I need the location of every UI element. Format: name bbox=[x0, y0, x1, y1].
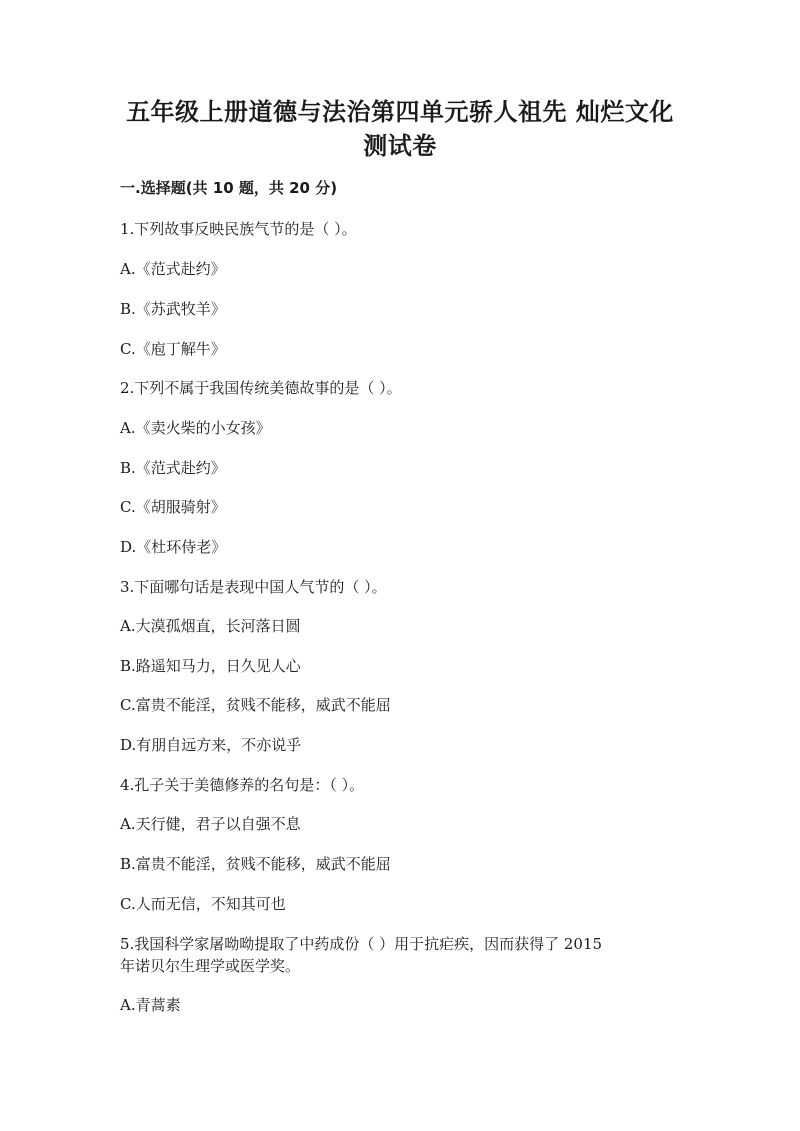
question-2-stem: 2.下列不属于我国传统美德故事的是（ ）。 bbox=[120, 379, 402, 397]
question-3-option-b: B.路遥知马力，日久见人心 bbox=[120, 657, 301, 675]
question-1-stem: 1.下列故事反映民族气节的是（ ）。 bbox=[120, 220, 357, 238]
page-title-line-2: 测试卷 bbox=[363, 131, 437, 160]
question-1-option-b: B.《苏武牧羊》 bbox=[120, 300, 226, 318]
question-3-option-c: C.富贵不能淫，贫贱不能移，威武不能屈 bbox=[120, 696, 391, 714]
question-4-option-c: C.人而无信，不知其可也 bbox=[120, 895, 286, 913]
question-2-option-c: C.《胡服骑射》 bbox=[120, 498, 226, 516]
question-3-option-d: D.有朋自远方来，不亦说乎 bbox=[120, 736, 302, 754]
question-1-option-c: C.《庖丁解牛》 bbox=[120, 340, 226, 358]
question-2-option-d: D.《杜环侍老》 bbox=[120, 538, 227, 556]
question-4-option-b: B.富贵不能淫，贫贱不能移，威武不能屈 bbox=[120, 855, 391, 873]
question-5-option-a: A.青蒿素 bbox=[120, 996, 181, 1014]
question-1-option-a: A.《范式赴约》 bbox=[120, 260, 226, 278]
question-2-option-a: A.《卖火柴的小女孩》 bbox=[120, 419, 271, 437]
question-3-option-a: A.大漠孤烟直，长河落日圆 bbox=[120, 617, 301, 635]
section-heading: 一.选择题(共 10 题，共 20 分) bbox=[120, 179, 338, 197]
question-5-stem-line-2: 年诺贝尔生理学或医学奖。 bbox=[120, 957, 301, 975]
page-title-line-1: 五年级上册道德与法治第四单元骄人祖先 灿烂文化 bbox=[126, 97, 674, 126]
question-4-stem: 4.孔子关于美德修养的名句是：（ ）。 bbox=[120, 776, 365, 794]
question-5-stem-line-1: 5.我国科学家屠呦呦提取了中药成份（ ）用于抗疟疾，因而获得了 2015 bbox=[120, 935, 603, 953]
question-2-option-b: B.《范式赴约》 bbox=[120, 459, 226, 477]
question-3-stem: 3.下面哪句话是表现中国人气节的（ ）。 bbox=[120, 578, 387, 596]
question-4-option-a: A.天行健，君子以自强不息 bbox=[120, 815, 301, 833]
